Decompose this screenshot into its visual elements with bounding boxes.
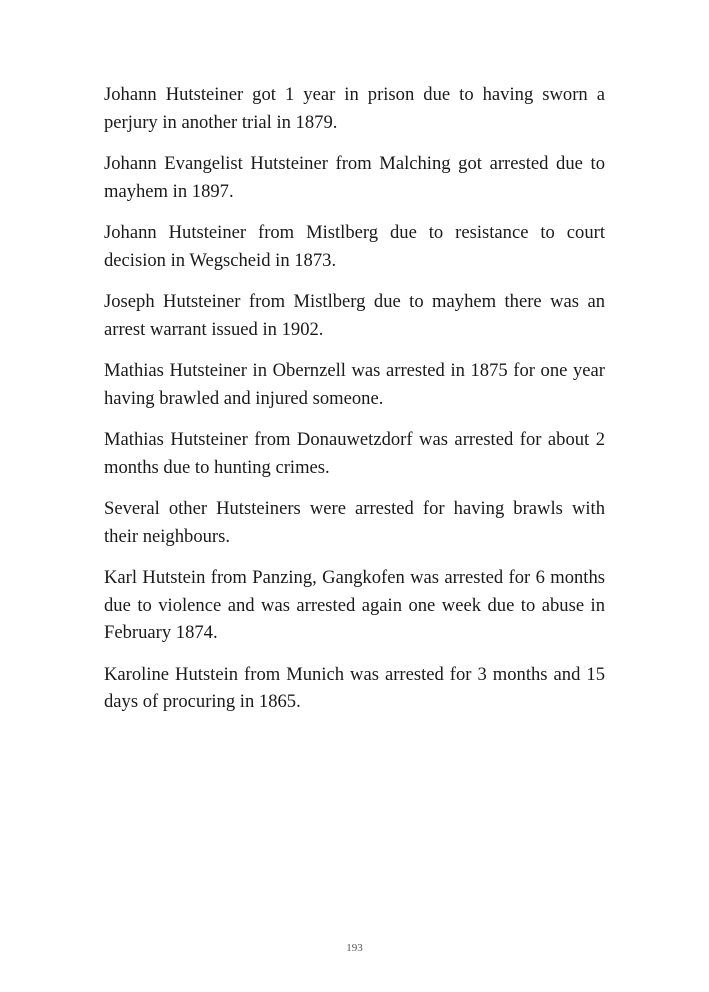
paragraph: Karoline Hutstein from Munich was arrested for 3 months and 15 days of procuring in 1865. <box>104 663 605 712</box>
paragraph: Karl Hutstein from Panzing, Gangkofen was arrested for 6 months due to violence and was arrested again one week due to abuse in February 1874. <box>104 567 605 643</box>
paragraph: Several other Hutsteiners were arrested for having brawls with their neighbours. <box>104 498 605 547</box>
paragraph: Johann Hutsteiner got 1 year in prison due to having sworn a perjury in another trial in 1879. <box>104 84 605 133</box>
paragraph: Johann Hutsteiner from Mistlberg due to resistance to court decision in Wegscheid in 1873. <box>104 222 605 271</box>
page-number: 193 <box>346 942 363 954</box>
paragraph: Johann Evangelist Hutsteiner from Malching got arrested due to mayhem in 1897. <box>104 153 605 202</box>
page-body <box>104 81 605 730</box>
paragraph: Joseph Hutsteiner from Mistlberg due to mayhem there was an arrest warrant issued in 1902. <box>104 291 605 340</box>
paragraph: Mathias Hutsteiner in Obernzell was arrested in 1875 for one year having brawled and injured someone. <box>104 360 605 409</box>
paragraph: Mathias Hutsteiner from Donauwetzdorf was arrested for about 2 months due to hunting crimes. <box>104 429 605 478</box>
